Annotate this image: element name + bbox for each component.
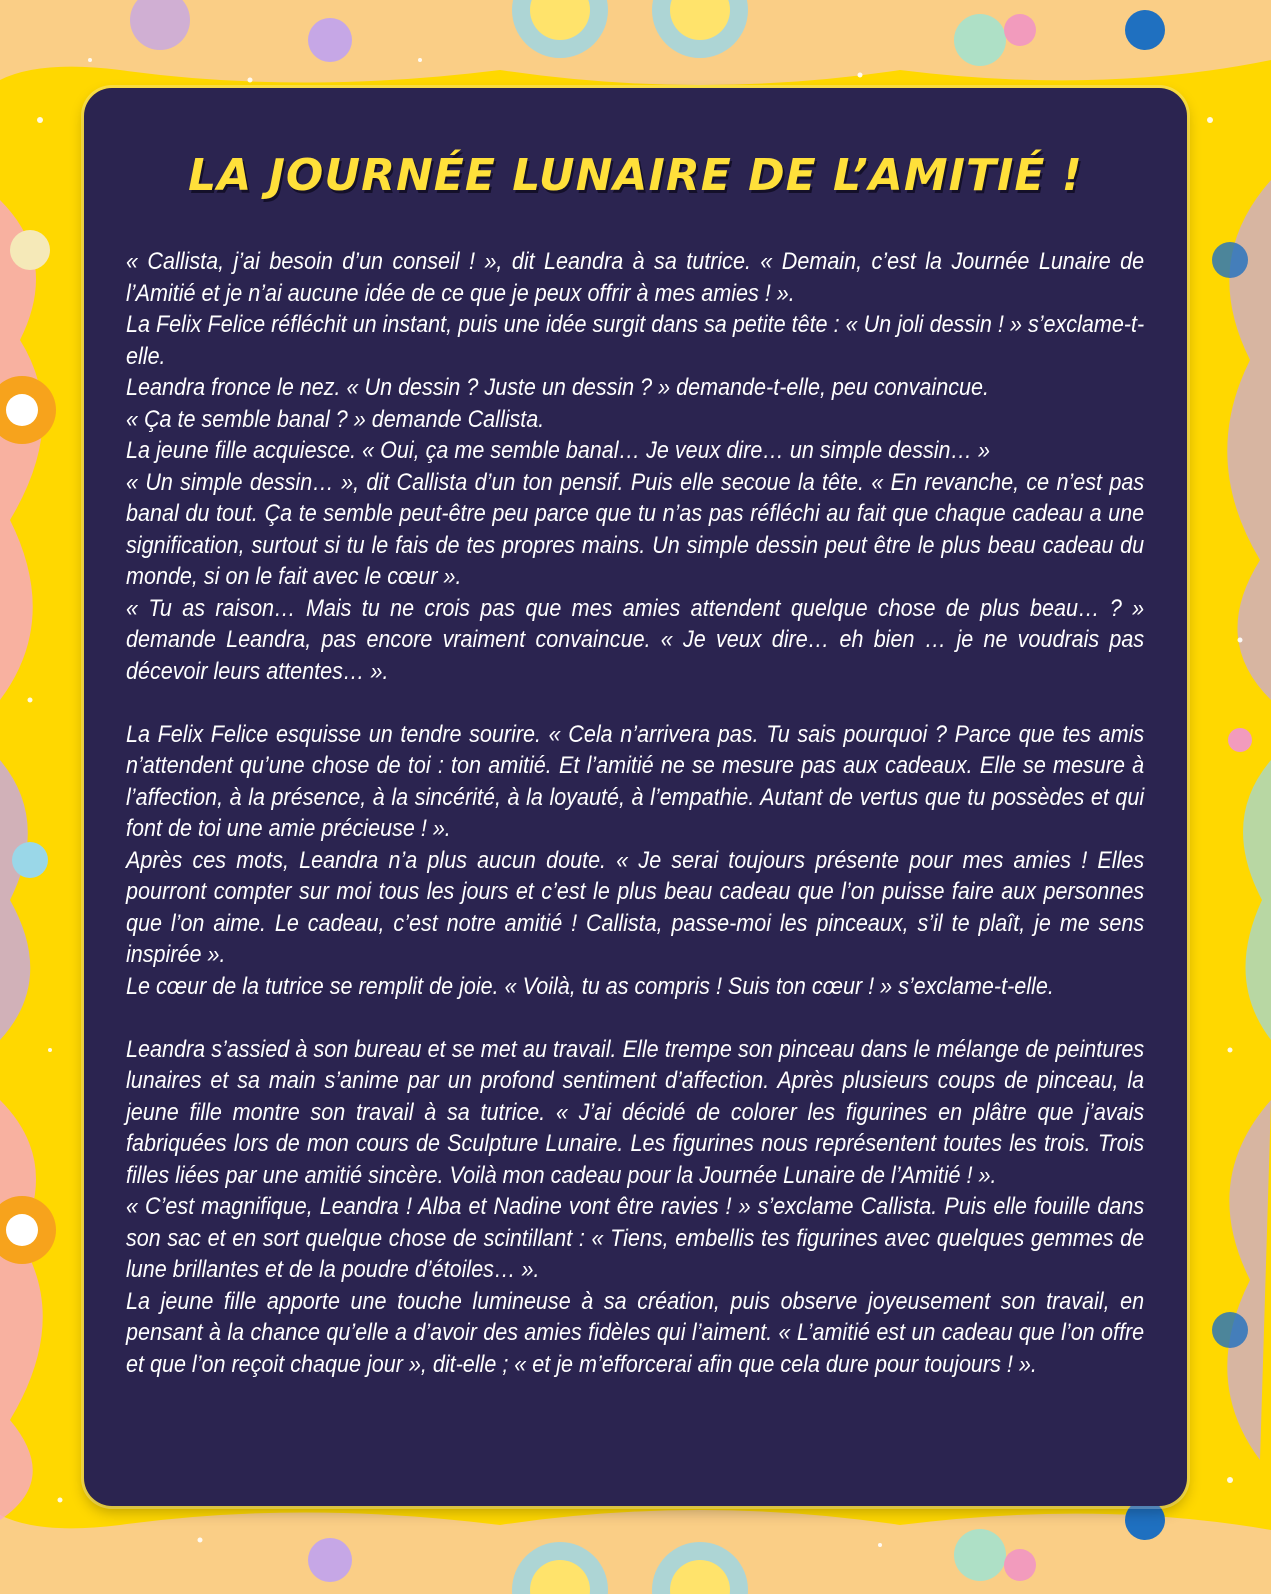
story-paragraph: « Callista, j’ai besoin d’un conseil ! », dit Leandra à sa tutrice. « Demain, c’est la Journée Lunaire de l’Amitié et je n’ai aucune idée de ce que je peux offrir à mes amies ! ».	[126, 248, 1145, 307]
story-paragraph: « Tu as raison… Mais tu ne crois pas que mes amies attendent quelque chose de plus beau… ? » demande Leandra, pas encore vraiment convaincue. « Je veux dire… eh bien … je ne voudrais pas décevoir leurs attentes… ».	[126, 594, 1145, 685]
story-paragraph: La jeune fille apporte une touche lumineuse à sa création, puis observe joyeusement son travail, en pensant à la chance qu’elle a d’avoir des amies fidèles qui l’aiment. « L’amitié est un cadeau que l’on offre et que l’on reçoit chaque jour », dit-elle ; « et je m’efforcerai afin que cela dure pour toujours ! ».	[126, 1287, 1145, 1378]
story-paragraph: « Un simple dessin… », dit Callista d’un ton pensif. Puis elle secoue la tête. « En revanche, ce n’est pas banal du tout. Ça te semble peut-être peu parce que tu n’as pas réfléchi au fait que chaque cadeau a une signification, surtout si tu le fais de tes propres mains. Un simple dessin peut être le plus beau cadeau du monde, si on le fait avec le cœur ».	[126, 468, 1145, 590]
story-paragraph: Leandra s’assied à son bureau et se met au travail. Elle trempe son pinceau dans le mélange de peintures lunaires et sa main s’anime par un profond sentiment d’affection. Après plusieurs coups de pinceau, la jeune fille montre son travail à sa tutrice. « J’ai décidé de colorer les figurines en plâtre que j’avais fabriquées lors de mon cours de Sculpture Lunaire. Les figurines nous représentent toutes les trois. Trois filles liées par une amitié sincère. Voilà mon cadeau pour la Journée Lunaire de l’Amitié ! ».	[126, 1035, 1145, 1189]
story-paragraph: Le cœur de la tutrice se remplit de joie. « Voilà, tu as compris ! Suis ton cœur ! » s’exclame-t-elle.	[126, 972, 1054, 1000]
story-paragraph: Leandra fronce le nez. « Un dessin ? Juste un dessin ? » demande-t-elle, peu convaincue.	[126, 374, 989, 401]
story-title: LA JOURNÉE LUNAIRE DE L’AMITIÉ !	[188, 150, 1083, 201]
story-paragraph: « C’est magnifique, Leandra ! Alba et Nadine vont être ravies ! » s’exclame Callista. Puis elle fouille dans son sac et en sort quelque chose de scintillant : « Tiens, embellis tes figurines avec quelques gemmes de lune brillantes et de la poudre d’étoiles… ».	[126, 1193, 1145, 1283]
story-paragraph: Après ces mots, Leandra n’a plus aucun doute. « Je serai toujours présente pour mes amies ! Elles pourront compter sur moi tous les jours et c’est le plus beau cadeau que l’on puisse faire aux personnes que l’on aime. Le cadeau, c’est notre amitié ! Callista, passe-moi les pinceaux, s’il te plaît, je me sens inspirée ».	[126, 846, 1145, 968]
story-paragraph: La Felix Felice réfléchit un instant, puis une idée surgit dans sa petite tête : « Un joli dessin ! » s’exclame-t-elle.	[126, 311, 1145, 370]
story-text	[126, 246, 1144, 1380]
story-paragraph: La Felix Felice esquisse un tendre sourire. « Cela n’arrivera pas. Tu sais pourquoi ? Parce que tes amis n’attendent qu’une chose de toi : ton amitié. Et l’amitié ne se mesure pas aux cadeaux. Elle se mesure à l’affection, à la présence, à la sincérité, à la loyauté, à l’empathie. Autant de vertus que tu possèdes et qui font de toi une amie précieuse ! ».	[126, 720, 1145, 842]
story-paragraph: « Ça te semble banal ? » demande Callista.	[126, 405, 545, 433]
story-paragraph: La jeune fille acquiesce. « Oui, ça me semble banal… Je veux dire… un simple dessin… »	[126, 437, 991, 464]
